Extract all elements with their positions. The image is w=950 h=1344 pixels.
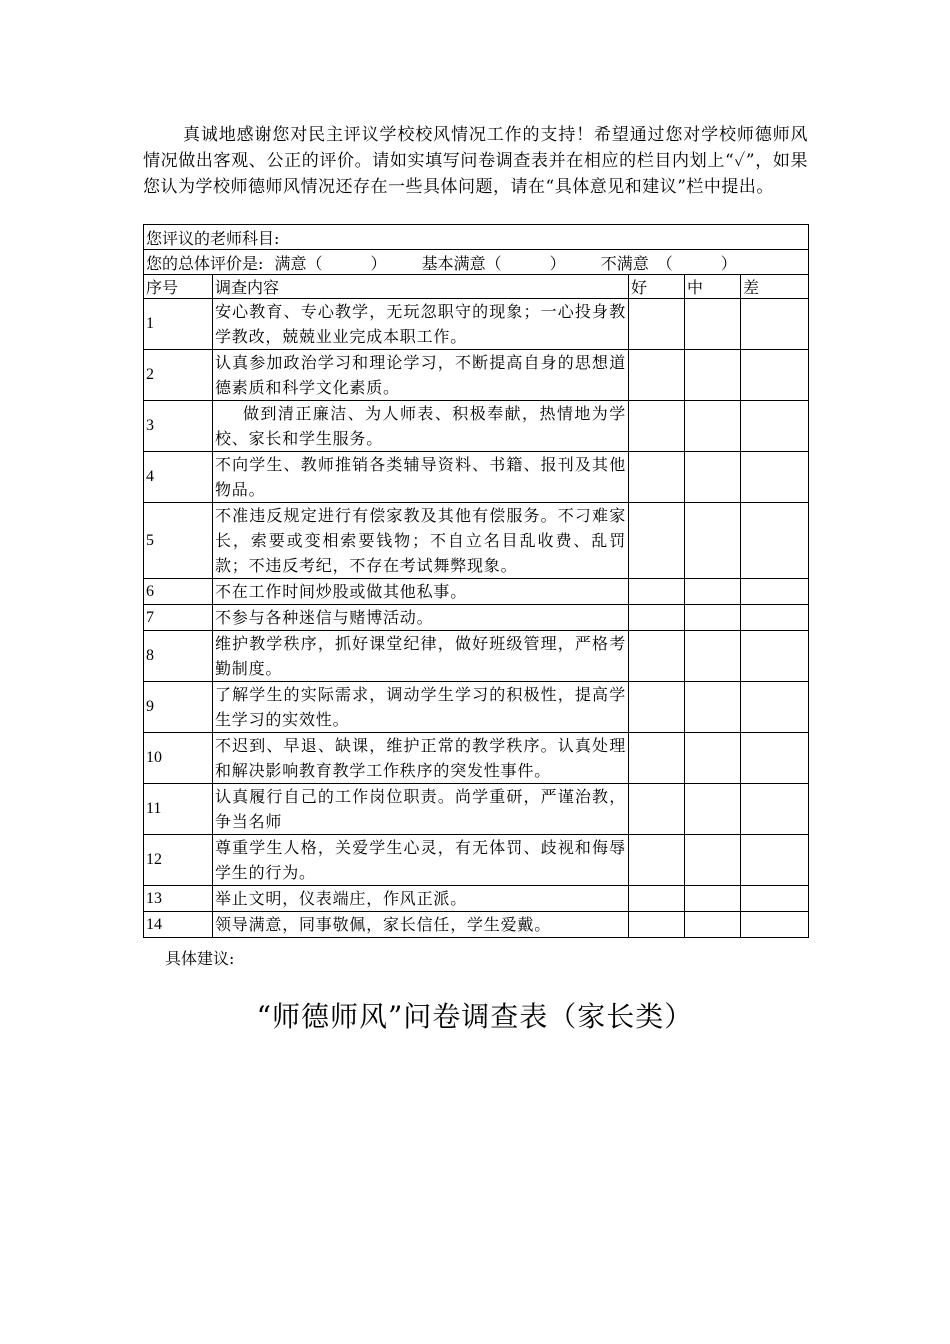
rating-poor-cell[interactable] (741, 784, 809, 835)
rating-poor-cell[interactable] (741, 605, 809, 631)
row-content: 不向学生、教师推销各类辅导资料、书籍、报刊及其他物品。 (213, 452, 629, 503)
row-number: 4 (144, 452, 213, 503)
row-number: 9 (144, 682, 213, 733)
survey-table (143, 224, 809, 938)
rating-poor-cell[interactable] (741, 631, 809, 682)
table-row (144, 299, 809, 350)
header-content: 调查内容 (213, 275, 629, 299)
rating-good-cell[interactable] (629, 886, 685, 912)
rating-medium-cell[interactable] (685, 503, 741, 579)
overall-row (144, 250, 809, 275)
row-content: 不在工作时间炒股或做其他私事。 (213, 579, 629, 605)
row-content: 不准违反规定进行有偿家教及其他有偿服务。不刁难家长，索要或变相索要钱物；不自立名目乱收费、乱罚款；不违反考纪，不存在考试舞弊现象。 (213, 503, 629, 579)
header-no: 序号 (144, 275, 213, 299)
rating-good-cell[interactable] (629, 605, 685, 631)
rating-poor-cell[interactable] (741, 886, 809, 912)
rating-poor-cell[interactable] (741, 835, 809, 886)
page-title: “师德师风”问卷调查表（家长类） (256, 1000, 694, 1033)
row-number: 7 (144, 605, 213, 631)
row-content: 不迟到、早退、缺课，维护正常的教学秩序。认真处理和解决影响教育教学工作秩序的突发性事件。 (213, 733, 629, 784)
option-dissatisfied[interactable]: 不满意 （ ） (600, 253, 737, 273)
option-satisfied[interactable]: 满意（ ） (274, 253, 387, 273)
row-number: 14 (144, 912, 213, 938)
row-content: 认真参加政治学习和理论学习，不断提高自身的思想道德素质和科学文化素质。 (213, 350, 629, 401)
rating-poor-cell[interactable] (741, 452, 809, 503)
rating-good-cell[interactable] (629, 912, 685, 938)
row-content: 维护教学秩序，抓好课堂纪律，做好班级管理，严格考勤制度。 (213, 631, 629, 682)
suggestion-label: 具体建议: (165, 949, 235, 968)
table-row (144, 733, 809, 784)
header-good: 好 (629, 275, 685, 299)
overall-cell (144, 250, 809, 275)
rating-medium-cell[interactable] (685, 452, 741, 503)
intro-text: 真诚地感谢您对民主评议学校校风情况工作的支持！希望通过您对学校师德师风情况做出客观、公正的评价。请如实填写问卷调查表并在相应的栏目内划上“✓”，如果您认为学校师德师风情况还存在一些具体问题，请在“具体意见和建议”栏中提出。 (143, 125, 808, 197)
table-row (144, 886, 809, 912)
row-number: 13 (144, 886, 213, 912)
row-number: 10 (144, 733, 213, 784)
row-number: 11 (144, 784, 213, 835)
row-content: 做到清正廉洁、为人师表、积极奉献，热情地为学校、家长和学生服务。 (213, 401, 629, 452)
rating-good-cell[interactable] (629, 835, 685, 886)
rating-poor-cell[interactable] (741, 350, 809, 401)
table-row (144, 835, 809, 886)
row-content: 领导满意，同事敬佩，家长信任，学生爱戴。 (213, 912, 629, 938)
rating-medium-cell[interactable] (685, 579, 741, 605)
table-row (144, 631, 809, 682)
row-number: 6 (144, 579, 213, 605)
row-content: 不参与各种迷信与赌博活动。 (213, 605, 629, 631)
subject-label: 您评议的老师科目: (144, 225, 809, 250)
table-row (144, 350, 809, 401)
subject-row (144, 225, 809, 250)
rating-medium-cell[interactable] (685, 835, 741, 886)
table-row (144, 401, 809, 452)
rating-poor-cell[interactable] (741, 579, 809, 605)
rating-good-cell[interactable] (629, 452, 685, 503)
rating-medium-cell[interactable] (685, 912, 741, 938)
row-number: 12 (144, 835, 213, 886)
header-medium: 中 (685, 275, 741, 299)
row-content: 举止文明，仪表端庄，作风正派。 (213, 886, 629, 912)
rating-good-cell[interactable] (629, 784, 685, 835)
rating-medium-cell[interactable] (685, 350, 741, 401)
rating-good-cell[interactable] (629, 503, 685, 579)
table-row (144, 682, 809, 733)
rating-medium-cell[interactable] (685, 401, 741, 452)
row-content: 尊重学生人格，关爱学生心灵，有无体罚、歧视和侮辱学生的行为。 (213, 835, 629, 886)
intro-paragraph (143, 122, 808, 200)
rating-medium-cell[interactable] (685, 733, 741, 784)
rating-poor-cell[interactable] (741, 733, 809, 784)
table-row (144, 503, 809, 579)
rating-poor-cell[interactable] (741, 299, 809, 350)
table-row (144, 452, 809, 503)
option-basically-satisfied[interactable]: 基本满意（ ） (421, 253, 566, 273)
row-number: 1 (144, 299, 213, 350)
row-number: 2 (144, 350, 213, 401)
rating-medium-cell[interactable] (685, 631, 741, 682)
rating-poor-cell[interactable] (741, 912, 809, 938)
rating-medium-cell[interactable] (685, 886, 741, 912)
rating-poor-cell[interactable] (741, 682, 809, 733)
table-row (144, 579, 809, 605)
rating-good-cell[interactable] (629, 682, 685, 733)
rating-poor-cell[interactable] (741, 401, 809, 452)
table-row (144, 784, 809, 835)
rating-good-cell[interactable] (629, 401, 685, 452)
rating-good-cell[interactable] (629, 350, 685, 401)
rating-medium-cell[interactable] (685, 682, 741, 733)
row-content: 安心教育、专心教学，无玩忽职守的现象；一心投身教学教改，兢兢业业完成本职工作。 (213, 299, 629, 350)
row-number: 8 (144, 631, 213, 682)
overall-label: 您的总体评价是: (146, 253, 264, 273)
rating-poor-cell[interactable] (741, 503, 809, 579)
row-content: 认真履行自己的工作岗位职责。尚学重研，严谨治教，争当名师 (213, 784, 629, 835)
row-content: 了解学生的实际需求，调动学生学习的积极性，提高学生学习的实效性。 (213, 682, 629, 733)
row-number: 5 (144, 503, 213, 579)
table-row (144, 912, 809, 938)
rating-good-cell[interactable] (629, 299, 685, 350)
rating-medium-cell[interactable] (685, 784, 741, 835)
header-poor: 差 (741, 275, 809, 299)
rating-good-cell[interactable] (629, 631, 685, 682)
rating-good-cell[interactable] (629, 733, 685, 784)
rating-medium-cell[interactable] (685, 299, 741, 350)
header-row (144, 275, 809, 299)
table-row (144, 605, 809, 631)
rating-good-cell[interactable] (629, 579, 685, 605)
row-number: 3 (144, 401, 213, 452)
rating-medium-cell[interactable] (685, 605, 741, 631)
